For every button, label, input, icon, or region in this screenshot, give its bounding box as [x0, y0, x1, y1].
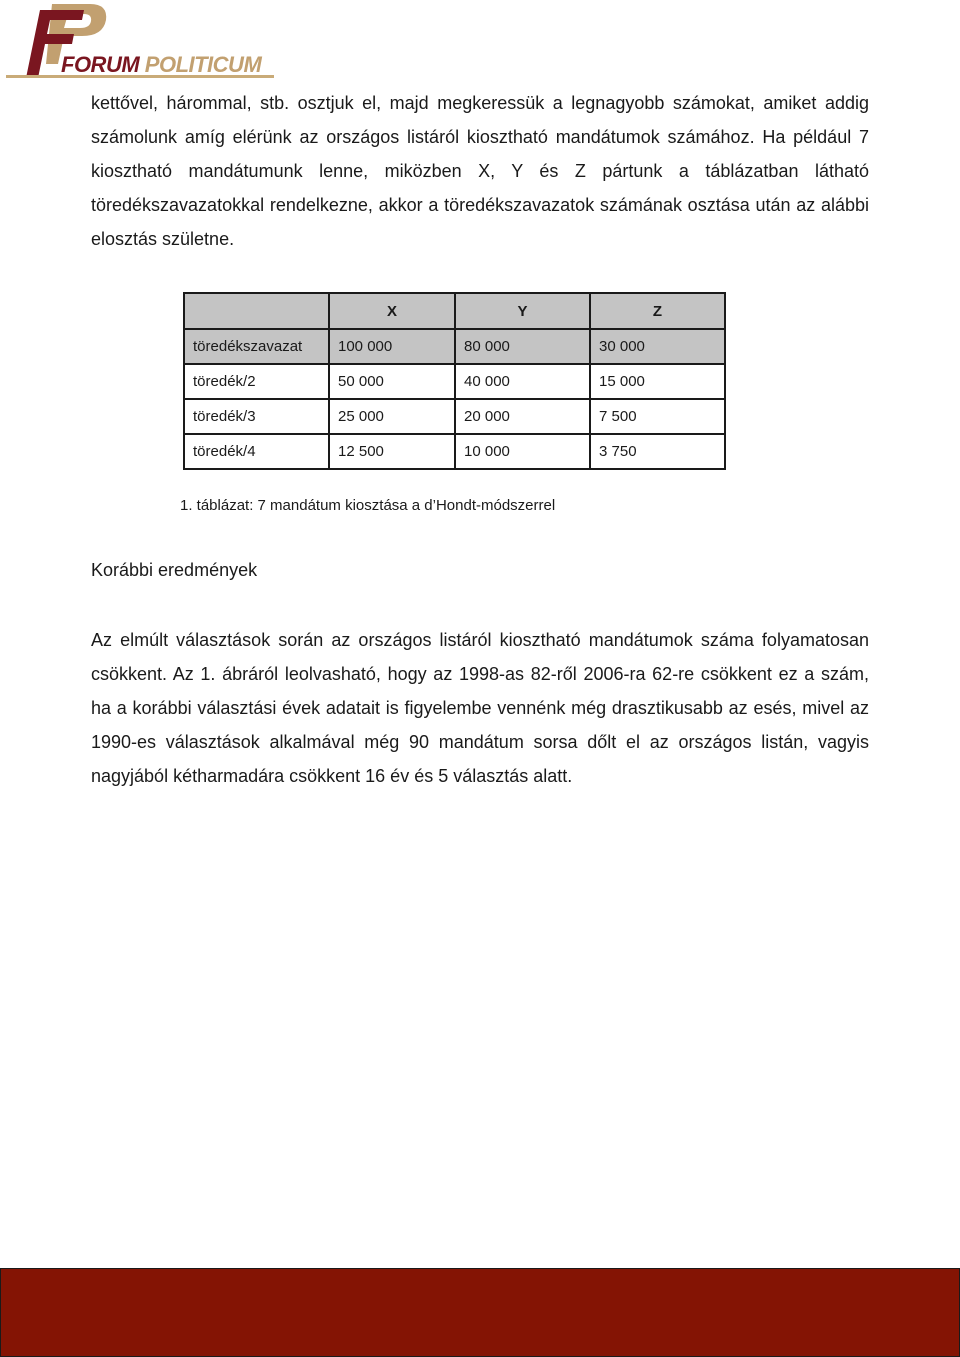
- table-cell: 20 000: [455, 399, 590, 434]
- row-label: töredék/4: [184, 434, 329, 469]
- table-header-y: Y: [455, 293, 590, 329]
- table-cell: 10 000: [455, 434, 590, 469]
- results-paragraph: Az elmúlt választások során az országos listáról kiosztható mandátumok száma folyamatosan csökkent. Az 1. ábráról leolvasható, hogy az 1998-as 82-ről 2006-ra 62-re csökkent ez a szám, ha a korábbi választási évek adatait is figyelembe vennénk még drasztikusabb az esés, mivel az 1990-es választások alkalmával még 90 mandátum sorsa dőlt el az országos listán, vagyis nagyjából kétharmadára csökkent 16 év és 5 választás alatt.: [91, 630, 869, 786]
- row-label: töredék/2: [184, 364, 329, 399]
- section-heading: Korábbi eredmények: [91, 560, 258, 580]
- table-header-x: X: [329, 293, 455, 329]
- table-cell: 25 000: [329, 399, 455, 434]
- table-cell: 100 000: [329, 329, 455, 364]
- dhondt-table: [183, 292, 726, 470]
- table-row: [184, 364, 725, 399]
- table-cell: 7 500: [590, 399, 725, 434]
- intro-paragraph: kettővel, hárommal, stb. osztjuk el, majd megkeressük a legnagyobb számokat, amiket addig számolunk amíg elérünk az országos listáról kiosztható mandátumok számához. Ha például 7 kiosztható mandátumunk lenne, miközben X, Y és Z pártunk a táblázatban látható töredékszavazatokkal rendelkezne, akkor a töredékszavazatok számának osztása után az alábbi elosztás születne.: [91, 93, 869, 249]
- table-header-row: [184, 293, 725, 329]
- table-cell: 15 000: [590, 364, 725, 399]
- table-cell: 80 000: [455, 329, 590, 364]
- logo-word-forum: FORUM: [61, 52, 140, 77]
- logo-word-politicum: POLITICUM: [144, 52, 262, 77]
- row-label: töredékszavazat: [184, 329, 329, 364]
- forum-politicum-logo: [6, 2, 306, 84]
- footer-bar: [0, 1268, 960, 1357]
- row-label: töredék/3: [184, 399, 329, 434]
- logo-wordmark: [61, 52, 261, 78]
- table-header-blank: [184, 293, 329, 329]
- table-cell: 12 500: [329, 434, 455, 469]
- table-cell: 30 000: [590, 329, 725, 364]
- table-cell: 3 750: [590, 434, 725, 469]
- table-cell: 40 000: [455, 364, 590, 399]
- table-row: [184, 399, 725, 434]
- table-cell: 50 000: [329, 364, 455, 399]
- table-row: [184, 329, 725, 364]
- table-header-z: Z: [590, 293, 725, 329]
- table-caption: 1. táblázat: 7 mandátum kiosztása a d’Hondt-módszerrel: [180, 497, 556, 514]
- table-row: [184, 434, 725, 469]
